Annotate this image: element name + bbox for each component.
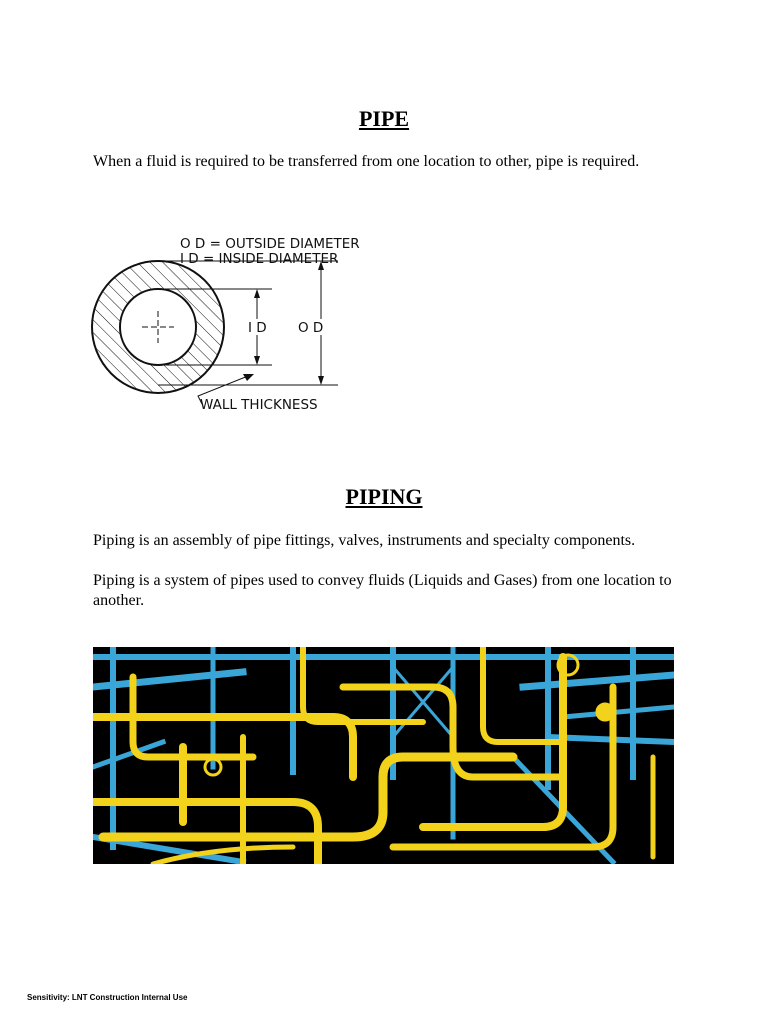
pipe-heading: PIPE bbox=[358, 106, 410, 131]
sensitivity-footer: Sensitivity: LNT Construction Internal Use bbox=[27, 993, 188, 1002]
piping-definition-1: Piping is an assembly of pipe fittings, valves, instruments and specialty components. bbox=[93, 532, 636, 549]
piping-3d-model-image bbox=[93, 647, 674, 864]
label-id: I D bbox=[248, 320, 267, 336]
legend-od: O D = OUTSIDE DIAMETER bbox=[180, 236, 360, 252]
pipe-definition: When a fluid is required to be transferred from one location to other, pipe is required. bbox=[93, 153, 640, 170]
label-od: O D bbox=[298, 320, 324, 336]
piping-heading: PIPING bbox=[345, 484, 423, 509]
piping-definition-2: Piping is a system of pipes used to convey fluids (Liquids and Gases) from one location to another. bbox=[93, 572, 672, 609]
label-wall-thickness: WALL THICKNESS bbox=[200, 397, 318, 413]
inner-circle bbox=[120, 289, 196, 365]
pipe-cross-section-diagram bbox=[90, 228, 390, 423]
legend-id: I D = INSIDE DIAMETER bbox=[180, 251, 339, 267]
